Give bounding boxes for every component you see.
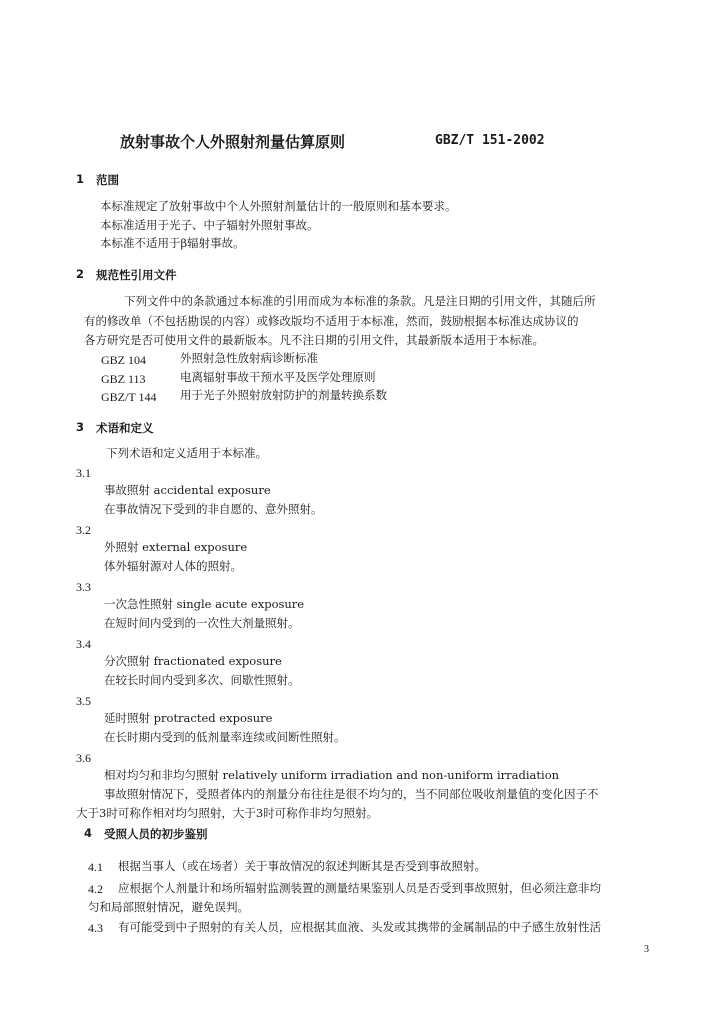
clause-line: 有可能受到中子照射的有关人员，应根据其血液、头发或其携带的金属制品的中子感生放射性活 <box>118 920 601 934</box>
section-2-para-line: 有的修改单（不包括勘误的内容）或修改版均不适用于本标准，然而，鼓励根据本标准达成协议的 <box>84 314 579 328</box>
term-definition: 事故照射情况下，受照者体内的剂量分布往往是很不均匀的，当不同部位吸收剂量值的变化因子不 <box>104 787 599 801</box>
term-label: 事故照射 accidental exposure <box>104 483 271 497</box>
term-label: 外照射 external exposure <box>104 540 248 554</box>
term-number: 3.2 <box>76 523 91 537</box>
section-2-heading: 规范性引用文件 <box>96 268 177 282</box>
term-label: 分次照射 fractionated exposure <box>104 654 282 668</box>
standard-code: GBZ/T 151-2002 <box>435 133 545 148</box>
section-2-para-line: 下列文件中的条款通过本标准的引用而成为本标准的条款。凡是注日期的引用文件，其随后所 <box>124 294 596 308</box>
term-definition: 在事故情况下受到的非自愿的、意外照射。 <box>104 502 323 516</box>
term-definition: 体外辐射源对人体的照射。 <box>104 559 242 573</box>
term-number: 3.1 <box>76 466 91 480</box>
section-1-heading: 范围 <box>96 173 119 187</box>
clause-line: 应根据个人剂量计和场所辐射监测装置的测量结果鉴别人员是否受到事故照射，但必须注意非均 <box>118 881 601 895</box>
term-label: 延时照射 protracted exposure <box>104 711 273 725</box>
term-number: 3.3 <box>76 580 91 594</box>
clause-line: 根据当事人（或在场者）关于事故情况的叙述判断其是否受到事故照射。 <box>118 859 486 873</box>
term-number: 3.5 <box>76 694 91 708</box>
section-1-line: 本标准规定了放射事故中个人外照射剂量估计的一般原则和基本要求。 <box>100 199 457 213</box>
section-3-heading: 术语和定义 <box>96 421 154 435</box>
term-definition: 在短时间内受到的一次性大剂量照射。 <box>104 616 300 630</box>
reference-title: 电离辐射事故干预水平及医学处理原则 <box>180 370 376 384</box>
clause-number: 4.1 <box>88 860 103 874</box>
section-1-line: 本标准不适用于β辐射事故。 <box>100 236 245 250</box>
term-number: 3.6 <box>76 751 91 765</box>
term-definition: 在较长时间内受到多次、间歇性照射。 <box>104 673 300 687</box>
section-2-para-line: 各方研究是否可使用文件的最新版本。凡不注日期的引用文件，其最新版本适用于本标准。 <box>84 333 544 347</box>
term-number: 3.4 <box>76 637 91 651</box>
reference-title: 外照射急性放射病诊断标准 <box>180 351 318 365</box>
clause-line: 匀和局部照射情况，避免误判。 <box>88 900 249 914</box>
term-definition: 在长时期内受到的低剂量率连续或间断性照射。 <box>104 730 346 744</box>
clause-number: 4.3 <box>88 921 103 935</box>
clause-number: 4.2 <box>88 882 103 896</box>
term-label: 相对均匀和非均匀照射 relatively uniform irradiation and non-uniform irradiation <box>104 768 560 782</box>
reference-title: 用于光子外照射放射防护的剂量转换系数 <box>180 388 387 402</box>
document-title: 放射事故个人外照射剂量估算原则 <box>120 133 346 151</box>
section-4-heading: 受照人员的初步鉴别 <box>104 827 208 841</box>
reference-code: GBZ 104 <box>101 353 146 367</box>
term-definition: 大于3时可称作相对均匀照射，大于3时可称作非均匀照射。 <box>76 806 379 820</box>
reference-code: GBZ 113 <box>101 372 146 386</box>
section-1-line: 本标准适用于光子、中子辐射外照射事故。 <box>100 218 319 232</box>
term-label: 一次急性照射 single acute exposure <box>104 597 305 611</box>
reference-code: GBZ/T 144 <box>101 390 157 404</box>
section-1-number: 1 <box>76 172 85 186</box>
section-2-number: 2 <box>76 267 85 281</box>
page-number: 3 <box>644 944 649 955</box>
section-4-number: 4 <box>84 826 93 840</box>
section-3-number: 3 <box>76 420 85 434</box>
section-3-intro: 下列术语和定义适用于本标准。 <box>106 446 267 460</box>
